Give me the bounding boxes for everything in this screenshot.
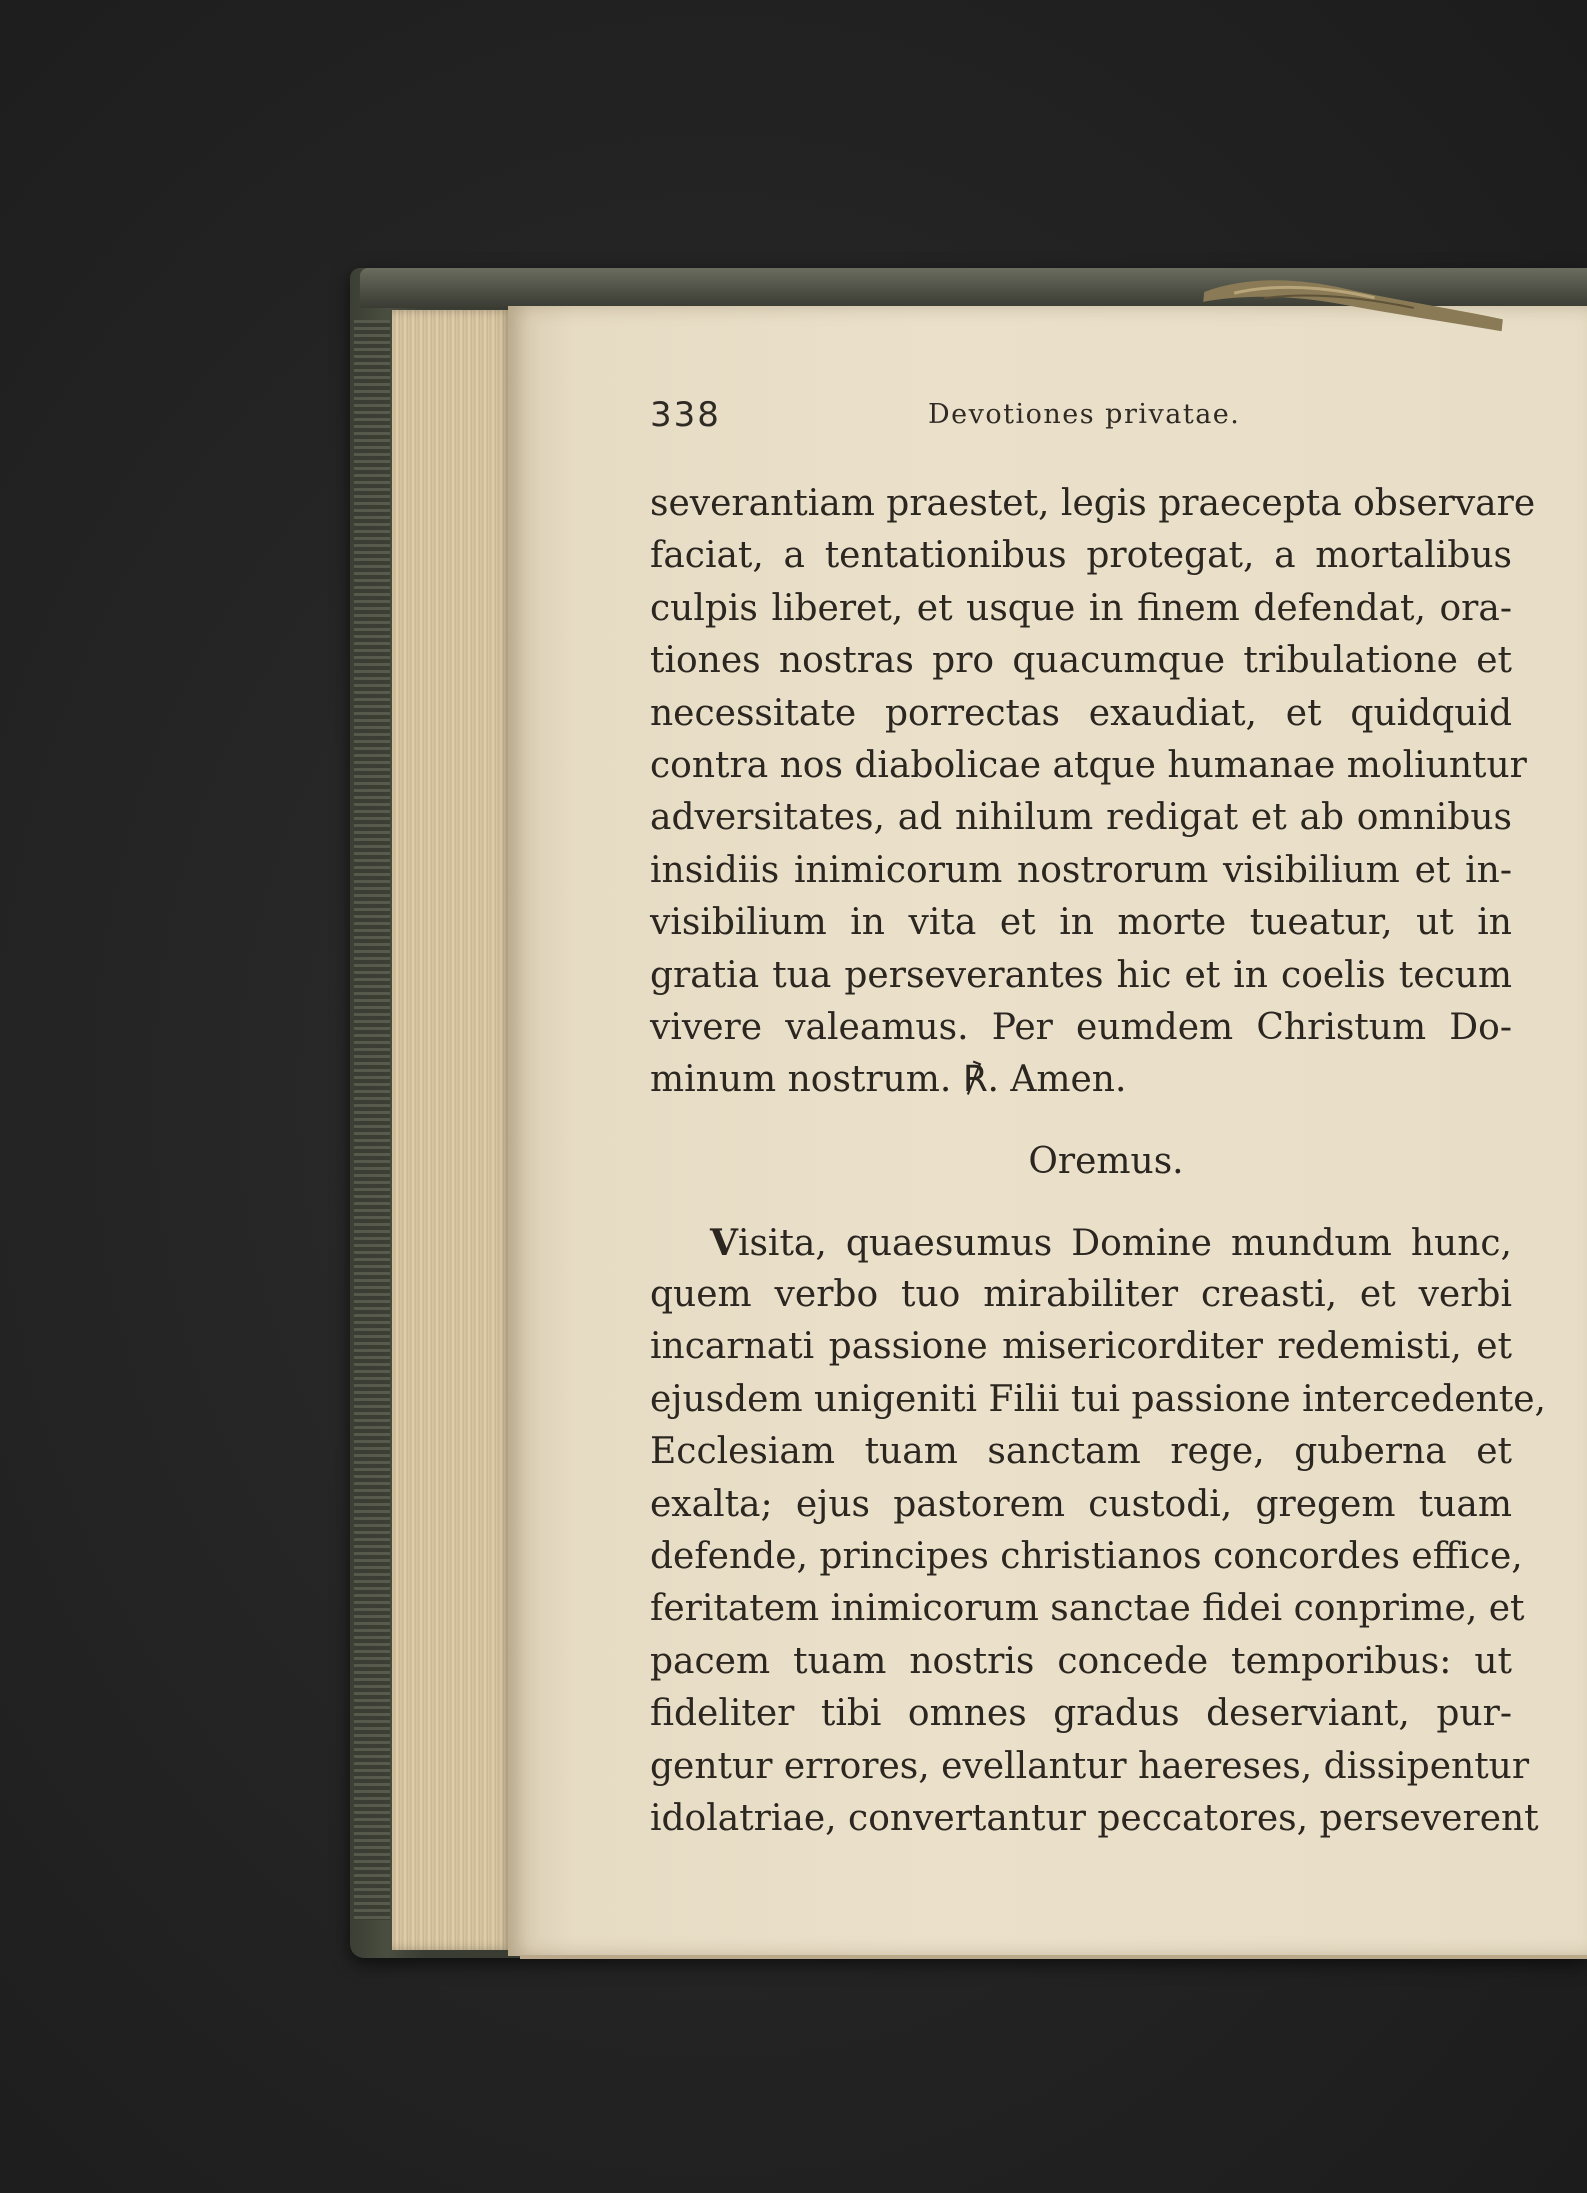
section-heading: Oremus. [1028, 1140, 1184, 1182]
text-line-first [650, 1217, 1512, 1269]
text-line: necessitate porrectas exaudiat, et quidquid [650, 692, 1512, 734]
text-line: contra nos diabolicae atque humanae moliuntur [650, 744, 1527, 786]
text-line: quem verbo tuo mirabiliter creasti, et verbi [650, 1274, 1512, 1316]
running-head-title: Devotiones privatae. [928, 399, 1241, 430]
page-stack-edges [392, 310, 512, 1950]
text-line: vivere valeamus. Per eumdem Christum Do- [650, 1006, 1512, 1048]
text-line: tiones nostras pro quacumque tribulatione et [650, 640, 1512, 682]
text-line: ejusdem unigeniti Filii tui passione intercedente, [650, 1378, 1546, 1420]
text-line: faciat, a tentationibus protegat, a mortalibus [650, 535, 1512, 577]
text-line: gratia tua perseverantes hic et in coelis tecum [650, 954, 1512, 996]
running-head [650, 395, 1510, 445]
text-line: defende, principes christianos concordes effice, [650, 1536, 1523, 1578]
text-line: minum nostrum. ℟. Amen. [650, 1059, 1127, 1101]
text-line: pacem tuam nostris concede temporibus: ut [650, 1640, 1512, 1682]
text-line: insidiis inimicorum nostrorum visibilium et in- [650, 849, 1512, 891]
text-line: exalta; ejus pastorem custodi, gregem tuam [650, 1483, 1512, 1525]
page-number: 338 [650, 395, 721, 435]
first-line-text: isita, quaesumus Domine mundum hunc, [737, 1222, 1512, 1264]
text-line: fideliter tibi omnes gradus deserviant, pur- [650, 1693, 1512, 1735]
text-line: idolatriae, convertantur peccatores, perseverent [650, 1797, 1539, 1839]
text-line: Ecclesiam tuam sanctam rege, guberna et [650, 1431, 1512, 1473]
text-line: feritatem inimicorum sanctae fidei conprime, et [650, 1588, 1525, 1630]
page-bottom-edge [520, 1955, 1587, 1959]
initial-letter: V [710, 1221, 738, 1264]
text-line: gentur errores, evellantur haereses, dissipentur [650, 1745, 1530, 1787]
text-line: culpis liberet, et usque in finem defendat, ora- [650, 587, 1512, 629]
text-line: severantiam praestet, legis praecepta observare [650, 483, 1536, 524]
text-line: adversitates, ad nihilum redigat et ab omnibus [650, 797, 1512, 839]
text-line: incarnati passione misericorditer redemisti, et [650, 1326, 1512, 1368]
book-spine [354, 320, 390, 1920]
page-text [650, 478, 1546, 1845]
text-line: visibilium in vita et in morte tueatur, ut in [650, 902, 1512, 944]
